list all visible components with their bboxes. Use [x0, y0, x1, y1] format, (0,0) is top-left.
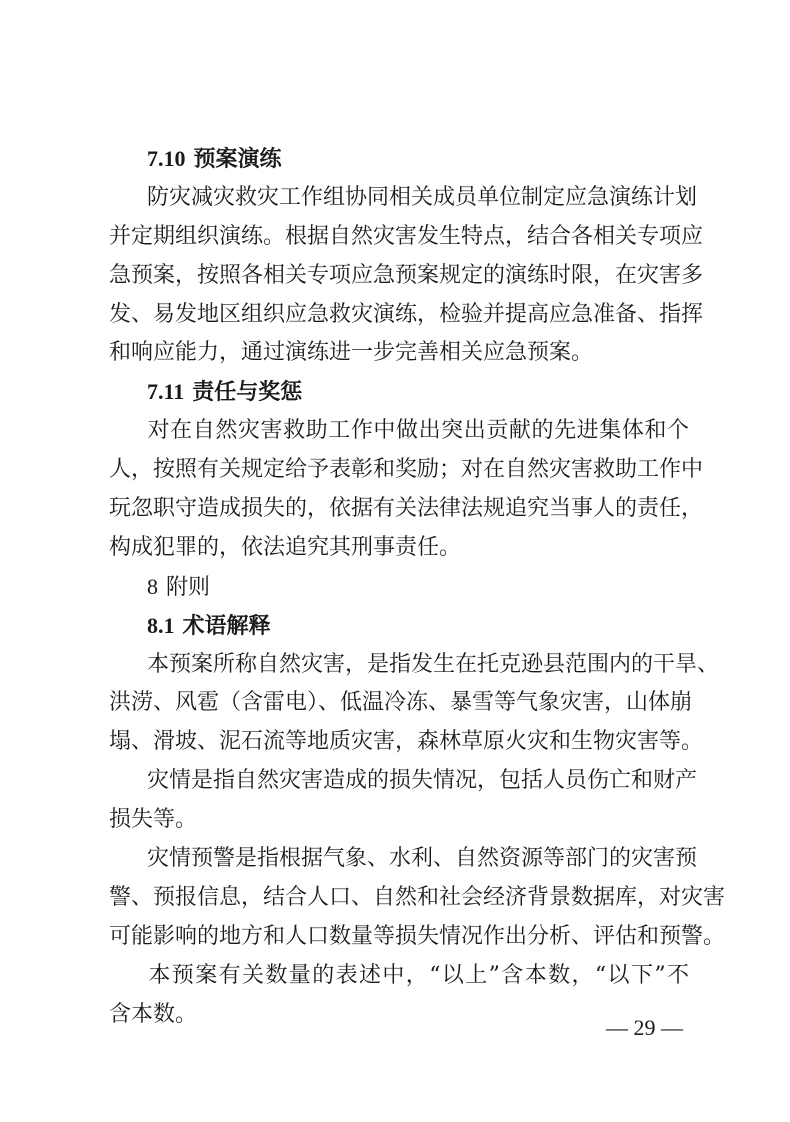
section-title: 术语解释 — [182, 613, 271, 639]
section-number: 7.10 — [147, 146, 186, 171]
paragraph-line: 玩忽职守造成损失的，依据有关法律法规追究当事人的责任， — [109, 496, 704, 522]
paragraph-line: 人，按照有关规定给予表彰和奖励；对在自然灾害救助工作中 — [109, 457, 704, 483]
page-number: — 29 — — [606, 1015, 683, 1040]
section-heading-7-10 — [109, 140, 689, 179]
paragraph-line: 防灾减灾救灾工作组协同相关成员单位制定应急演练计划 — [147, 184, 698, 210]
paragraph-line: 损失等。 — [109, 807, 198, 833]
paragraph-line: 发、易发地区组织应急救灾演练，检验并提高应急准备、指挥 — [109, 301, 704, 327]
chapter-heading-8 — [109, 568, 689, 607]
paragraph-line: 对在自然灾害救助工作中做出突出贡献的先进集体和个 — [147, 418, 689, 444]
page-content — [109, 140, 726, 1034]
section-number: 7.11 — [147, 379, 185, 405]
paragraph-line: 灾情预警是指根据气象、水利、自然资源等部门的灾害预 — [147, 846, 698, 872]
section-heading-8-1 — [109, 607, 689, 646]
section-number: 8.1 — [147, 612, 175, 638]
paragraph-line: 急预案，按照各相关专项应急预案规定的演练时限，在灾害多 — [109, 262, 704, 288]
chapter-title: 附则 — [166, 574, 211, 600]
paragraph-line: 和响应能力，通过演练进一步完善相关应急预案。 — [109, 340, 594, 366]
paragraph-line: 洪涝、风雹（含雷电）、低温冷冻、暴雪等气象灾害，山体崩 — [109, 690, 693, 716]
paragraph-line: 塌、滑坡、泥石流等地质灾害，森林草原火灾和生物灾害等。 — [109, 729, 704, 755]
paragraph-line: 本预案有关数量的表述中，“以上”含本数，“以下”不 — [147, 962, 689, 988]
paragraph-line: 警、预报信息，结合人口、自然和社会经济背景数据库，对灾害 — [109, 884, 726, 910]
chapter-number: 8 — [147, 573, 158, 599]
paragraph-line: 灾情是指自然灾害造成的损失情况，包括人员伤亡和财产 — [147, 768, 698, 794]
paragraph-line: 本预案所称自然灾害，是指发生在托克逊县范围内的干旱、 — [147, 651, 720, 677]
paragraph-line: 可能影响的地方和人口数量等损失情况作出分析、评估和预警。 — [109, 923, 726, 949]
paragraph-line: 并定期组织演练。根据自然灾害发生特点，结合各相关专项应 — [109, 223, 704, 249]
paragraph-line: 含本数。 — [109, 1001, 198, 1027]
section-heading-7-11 — [109, 373, 689, 412]
section-title: 预案演练 — [193, 147, 282, 172]
section-title: 责任与奖惩 — [192, 380, 303, 406]
paragraph-line: 构成犯罪的，依法追究其刑事责任。 — [109, 534, 462, 560]
